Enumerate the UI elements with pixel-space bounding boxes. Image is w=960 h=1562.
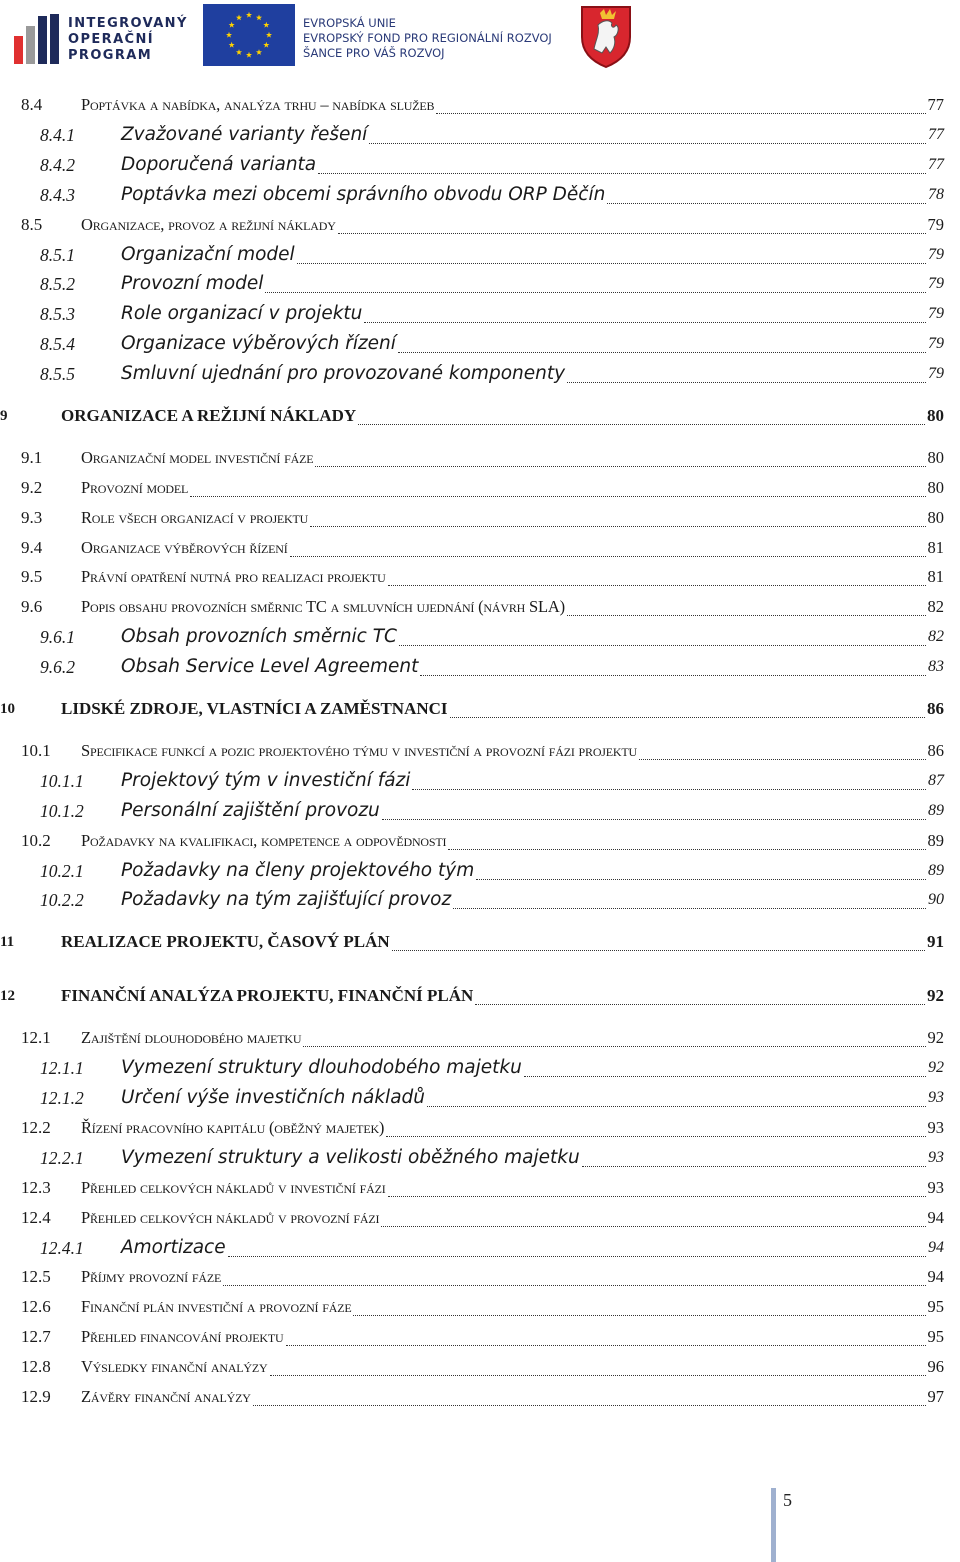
toc-entry-page[interactable]: 94 <box>927 1208 944 1227</box>
toc-dot-leader <box>223 1263 925 1286</box>
toc-dot-leader <box>315 444 925 467</box>
toc-entry-page[interactable]: 80 <box>927 508 944 527</box>
toc-entry-page[interactable]: 96 <box>927 1357 944 1376</box>
toc-entry-title[interactable]: Organizační model <box>121 244 295 265</box>
toc-entry-number: 9 <box>0 408 8 424</box>
toc-entry-page[interactable]: 95 <box>927 1297 944 1316</box>
toc-entry[interactable] <box>0 981 944 1009</box>
toc-entry-number: 10 <box>0 701 15 717</box>
toc-entry-title[interactable]: Popis obsahu provozních směrnic TC a smluvních ujednání (návrh SLA) <box>81 597 565 616</box>
toc-entry-page[interactable]: 77 <box>928 156 944 173</box>
eu-stars <box>203 4 295 66</box>
toc-entry[interactable] <box>21 443 944 471</box>
toc-dot-leader <box>253 1383 926 1406</box>
toc-dot-leader <box>381 1204 925 1227</box>
toc-entry-number: 8.5 <box>21 215 43 234</box>
toc-entry-page[interactable]: 81 <box>927 567 944 586</box>
toc-entry-title[interactable]: Přehled financování projektu <box>81 1327 284 1346</box>
toc-entry-title[interactable]: Obsah provozních směrnic TC <box>121 626 397 647</box>
toc-entry-number: 9.6.1 <box>40 627 75 647</box>
eu-star <box>226 32 232 38</box>
eu-star <box>263 22 269 28</box>
toc-entry-title[interactable]: Projektový tým v investiční fázi <box>121 770 411 791</box>
toc-entry-number: 12.4 <box>21 1208 51 1227</box>
iop-logo-line: OPERAČNÍ <box>68 32 154 47</box>
page-header <box>0 0 960 75</box>
toc-entry-number: 9.6.2 <box>40 657 75 677</box>
toc-entry-page[interactable]: 92 <box>927 1028 944 1047</box>
toc-entry-title[interactable]: Obsah Service Level Agreement <box>121 656 419 677</box>
toc-entry-number: 9.3 <box>21 508 43 527</box>
toc-entry-page[interactable]: 81 <box>927 538 944 557</box>
toc-entry-title[interactable]: Personální zajištění provozu <box>121 800 380 821</box>
toc-entry-number: 12.9 <box>21 1387 51 1406</box>
toc-entry-page[interactable]: 78 <box>928 186 944 203</box>
toc-entry[interactable] <box>40 150 944 178</box>
toc-entry-number: 10.2.2 <box>40 890 84 910</box>
toc-dot-leader <box>582 1144 926 1167</box>
toc-entry-number: 10.2.1 <box>40 861 84 881</box>
toc-entry-number: 9.5 <box>21 567 43 586</box>
toc-dot-leader <box>436 91 925 114</box>
toc-dot-leader <box>310 504 925 527</box>
iop-logo-line: PROGRAM <box>68 48 153 63</box>
toc-entry-number: 8.5.1 <box>40 245 75 265</box>
toc-entry[interactable] <box>21 90 944 118</box>
toc-entry-page[interactable]: 79 <box>928 365 944 382</box>
toc-entry[interactable] <box>21 826 944 854</box>
toc-dot-leader <box>358 402 925 425</box>
toc-entry-number: 8.4 <box>21 95 43 114</box>
toc-entry-number: 8.4.2 <box>40 155 75 175</box>
toc-entry[interactable] <box>21 592 944 620</box>
toc-dot-leader <box>388 1174 926 1197</box>
toc-entry-page[interactable]: 93 <box>928 1089 944 1106</box>
toc-dot-leader <box>290 534 926 557</box>
toc-dot-leader <box>190 474 925 497</box>
toc-entry-number: 12.4.1 <box>40 1238 84 1258</box>
toc-entry[interactable] <box>40 329 944 357</box>
toc-entry-title[interactable]: Požadavky na tým zajišťující provoz <box>121 889 452 910</box>
toc-entry[interactable] <box>21 210 944 238</box>
toc-entry-title[interactable]: Výsledky finanční analýzy <box>81 1357 268 1376</box>
toc-entry-page[interactable]: 94 <box>927 1267 944 1286</box>
footer-rule <box>771 1488 776 1562</box>
toc-entry-number: 8.4.3 <box>40 185 75 205</box>
toc-entry[interactable] <box>21 473 944 501</box>
toc-entry-title[interactable]: Řízení pracovního kapitálu (oběžný majetek) <box>81 1118 385 1137</box>
toc-entry-page[interactable]: 79 <box>928 275 944 292</box>
toc-entry[interactable] <box>21 1292 944 1320</box>
toc-entry-page[interactable]: 89 <box>928 862 944 879</box>
toc-entry-number: 12.1.1 <box>40 1058 84 1078</box>
eu-star <box>263 42 269 48</box>
toc-entry-title[interactable]: Zvažované varianty řešení <box>121 124 368 145</box>
toc-dot-leader <box>412 767 926 790</box>
toc-entry-page[interactable]: 79 <box>928 305 944 322</box>
toc-entry-number: 12.1 <box>21 1028 51 1047</box>
toc-entry-title[interactable]: FINANČNÍ ANALÝZA PROJEKTU, FINANČNÍ PLÁN <box>61 986 474 1005</box>
toc-dot-leader <box>303 1024 925 1047</box>
toc-entry-number: 8.5.4 <box>40 334 75 354</box>
eu-star <box>236 49 242 55</box>
toc-entry-page[interactable]: 79 <box>928 335 944 352</box>
toc-entry-page[interactable]: 92 <box>927 986 944 1005</box>
toc-entry[interactable] <box>40 1053 944 1081</box>
toc-entry-title[interactable]: Požadavky na kvalifikaci, kompetence a odpovědnosti <box>81 831 447 850</box>
toc-dot-leader <box>392 928 925 951</box>
toc-dot-leader <box>338 211 926 234</box>
toc-entry-title[interactable]: Smluvní ujednání pro provozované komponenty <box>121 363 566 384</box>
toc-dot-leader <box>453 886 926 909</box>
toc-entry-title[interactable]: Poptávka mezi obcemi správního obvodu ORP Děčín <box>121 184 606 205</box>
toc-entry-title[interactable]: Vymezení struktury a velikosti oběžného majetku <box>121 1147 580 1168</box>
toc-entry-title[interactable]: Role všech organizací v projektu <box>81 508 309 527</box>
toc-dot-leader <box>265 270 926 293</box>
toc-entry-page[interactable]: 77 <box>928 126 944 143</box>
toc-entry[interactable] <box>21 1382 944 1410</box>
iop-logo-icon <box>14 6 188 66</box>
toc-entry-page[interactable]: 79 <box>927 215 944 234</box>
toc-entry-page[interactable]: 93 <box>927 1118 944 1137</box>
toc-dot-leader <box>364 300 926 323</box>
iop-logo-text <box>68 16 188 64</box>
toc-entry-number: 12.3 <box>21 1178 51 1197</box>
toc-entry-number: 12.6 <box>21 1297 51 1316</box>
toc-entry-page[interactable]: 79 <box>928 246 944 263</box>
toc-entry[interactable] <box>21 1262 944 1290</box>
toc-entry-page[interactable]: 90 <box>928 891 944 908</box>
toc-dot-leader <box>427 1084 926 1107</box>
toc-entry[interactable] <box>21 1203 944 1231</box>
toc-entry-number: 12.2 <box>21 1118 51 1137</box>
toc-entry-title[interactable]: Provozní model <box>121 273 264 294</box>
page-number: 5 <box>783 1490 792 1510</box>
toc-entry[interactable] <box>0 927 944 955</box>
toc-entry-number: 8.5.5 <box>40 364 75 384</box>
toc-entry-number: 10.1.2 <box>40 801 84 821</box>
toc-entry-page[interactable]: 94 <box>928 1239 944 1256</box>
toc-dot-leader <box>353 1293 925 1316</box>
toc-entry[interactable] <box>40 299 944 327</box>
toc-dot-leader <box>639 737 926 760</box>
toc-entry-number: 12.2.1 <box>40 1148 84 1168</box>
city-crest-icon <box>580 3 632 69</box>
eu-star <box>256 49 262 55</box>
toc-entry-number: 9.4 <box>21 538 43 557</box>
toc-entry-title[interactable]: Organizace výběrových řízení <box>81 538 288 557</box>
eu-star <box>236 14 242 20</box>
toc-entry-page[interactable]: 86 <box>927 741 944 760</box>
toc-entry[interactable] <box>40 796 944 824</box>
toc-entry[interactable] <box>21 1023 944 1051</box>
toc-entry[interactable] <box>40 1143 944 1171</box>
toc-entry-number: 8.5.3 <box>40 304 75 324</box>
toc-entry[interactable] <box>21 1113 944 1141</box>
toc-entry-page[interactable]: 93 <box>927 1178 944 1197</box>
toc-dot-leader <box>228 1234 926 1257</box>
toc-entry-title[interactable]: Požadavky na členy projektového tým <box>121 860 475 881</box>
toc-entry-page[interactable]: 95 <box>927 1327 944 1346</box>
toc-entry-number: 9.1 <box>21 448 43 467</box>
toc-entry-number: 12.7 <box>21 1327 51 1346</box>
toc-entry-number: 12.1.2 <box>40 1088 84 1108</box>
toc-dot-leader <box>567 593 926 616</box>
toc-entry-title[interactable]: Organizace výběrových řízení <box>121 333 396 354</box>
toc-entry-title[interactable]: Přehled celkových nákladů v provozní fázi <box>81 1208 380 1227</box>
toc-dot-leader <box>399 623 926 646</box>
toc-entry-page[interactable]: 86 <box>927 699 944 718</box>
toc-entry-page[interactable]: 93 <box>928 1149 944 1166</box>
toc-entry-title[interactable]: Provozní model <box>81 478 189 497</box>
toc-entry-title[interactable]: Organizační model investiční fáze <box>81 448 314 467</box>
toc-entry-page[interactable]: 89 <box>927 831 944 850</box>
toc-entry[interactable] <box>40 120 944 148</box>
eu-star <box>246 12 252 18</box>
toc-entry-number: 12 <box>0 988 15 1004</box>
toc-entry-title[interactable]: ORGANIZACE A REŽIJNÍ NÁKLADY <box>61 406 357 425</box>
toc-entry-page[interactable]: 80 <box>927 478 944 497</box>
toc-dot-leader <box>369 121 926 144</box>
toc-entry-number: 12.8 <box>21 1357 51 1376</box>
toc-entry-number: 9.6 <box>21 597 43 616</box>
toc-dot-leader <box>607 181 926 204</box>
toc-entry-title[interactable]: Určení výše investičních nákladů <box>121 1087 426 1108</box>
toc-dot-leader <box>398 330 926 353</box>
toc-entry[interactable] <box>21 1173 944 1201</box>
toc-entry-page[interactable]: 91 <box>927 932 944 951</box>
toc-entry[interactable] <box>40 240 944 268</box>
toc-entry[interactable] <box>21 562 944 590</box>
toc-entry-title[interactable]: Zajištění dlouhodobého majetku <box>81 1028 302 1047</box>
toc-entry[interactable] <box>40 885 944 913</box>
eu-flag-icon <box>203 4 295 66</box>
toc-entry-page[interactable]: 87 <box>928 772 944 789</box>
toc-entry[interactable] <box>40 622 944 650</box>
toc-entry-title[interactable]: Poptávka a nabídka, analýza trhu – nabídka služeb <box>81 95 435 114</box>
toc-dot-leader <box>420 653 926 676</box>
toc-entry[interactable] <box>21 533 944 561</box>
toc-entry-title[interactable]: Příjmy provozní fáze <box>81 1267 222 1286</box>
toc-entry-page[interactable]: 92 <box>928 1059 944 1076</box>
toc-entry-page[interactable]: 77 <box>927 95 944 114</box>
toc-entry-title[interactable]: REALIZACE PROJEKTU, ČASOVÝ PLÁN <box>61 932 390 951</box>
toc-entry-title[interactable]: Organizace, provoz a režijní náklady <box>81 215 336 234</box>
toc-entry-title[interactable]: Specifikace funkcí a pozic projektového týmu v investiční a provozní fázi projektu <box>81 741 637 760</box>
toc-entry-title[interactable]: Finanční plán investiční a provozní fáze <box>81 1297 352 1316</box>
toc-entry-title[interactable]: Přehled celkových nákladů v investiční fázi <box>81 1178 386 1197</box>
eu-line: ŠANCE PRO VÁŠ ROZVOJ <box>303 46 445 60</box>
toc-dot-leader <box>567 360 926 383</box>
toc-dot-leader <box>286 1323 926 1346</box>
toc-entry-number: 10.1.1 <box>40 771 84 791</box>
toc-entry-number: 8.5.2 <box>40 274 75 294</box>
toc-dot-leader <box>270 1353 926 1376</box>
toc-entry-page[interactable]: 82 <box>928 628 944 645</box>
toc-entry[interactable] <box>40 856 944 884</box>
toc-dot-leader <box>388 563 926 586</box>
eu-star <box>229 42 235 48</box>
toc-entry-title[interactable]: Právní opatření nutná pro realizaci projektu <box>81 567 386 586</box>
toc-entry-number: 9.2 <box>21 478 43 497</box>
toc-entry-title[interactable]: Vymezení struktury dlouhodobého majetku <box>121 1057 522 1078</box>
toc-entry[interactable] <box>40 359 944 387</box>
eu-star <box>246 52 252 58</box>
toc-entry-number: 10.2 <box>21 831 51 850</box>
toc-entry-title[interactable]: Amortizace <box>121 1237 226 1258</box>
toc-entry-page[interactable]: 80 <box>927 406 944 425</box>
toc-entry[interactable] <box>40 1083 944 1111</box>
toc-dot-leader <box>475 982 925 1005</box>
toc-entry[interactable] <box>0 401 944 429</box>
toc-entry[interactable] <box>40 180 944 208</box>
eu-star <box>266 32 272 38</box>
toc-entry[interactable] <box>40 652 944 680</box>
iop-logo-line: INTEGROVANÝ <box>68 16 188 31</box>
eu-line: EVROPSKÝ FOND PRO REGIONÁLNÍ ROZVOJ <box>303 31 552 45</box>
toc-entry[interactable] <box>0 694 944 722</box>
toc-entry-page[interactable]: 97 <box>927 1387 944 1406</box>
toc-entry-number: 11 <box>0 934 15 950</box>
toc-entry[interactable] <box>40 1233 944 1261</box>
toc-dot-leader <box>450 695 925 718</box>
toc-dot-leader <box>448 827 925 850</box>
toc-entry-title[interactable]: Závěry finanční analýzy <box>81 1387 251 1406</box>
toc-dot-leader <box>524 1054 926 1077</box>
toc-entry-number: 8.4.1 <box>40 125 75 145</box>
toc-entry-page[interactable]: 82 <box>927 597 944 616</box>
toc-entry[interactable] <box>21 1352 944 1380</box>
toc-entry-page[interactable]: 80 <box>927 448 944 467</box>
toc-entry[interactable] <box>21 503 944 531</box>
toc-entry[interactable] <box>40 766 944 794</box>
eu-star <box>229 22 235 28</box>
toc-dot-leader <box>386 1114 925 1137</box>
toc-entry-number: 12.5 <box>21 1267 51 1286</box>
eu-star <box>256 14 262 20</box>
toc-dot-leader <box>318 151 926 174</box>
eu-line: EVROPSKÁ UNIE <box>303 16 396 30</box>
eu-text-block <box>303 16 573 61</box>
toc-dot-leader <box>382 797 926 820</box>
toc-entry[interactable] <box>21 1322 944 1350</box>
toc-dot-leader <box>297 241 926 264</box>
toc-dot-leader <box>476 857 926 880</box>
toc-entry[interactable] <box>40 269 944 297</box>
toc-entry-title[interactable]: Doporučená varianta <box>121 154 317 175</box>
toc-entry-page[interactable]: 89 <box>928 802 944 819</box>
toc-entry-page[interactable]: 83 <box>928 658 944 675</box>
toc-entry-title[interactable]: LIDSKÉ ZDROJE, VLASTNÍCI A ZAMĚSTNANCI <box>61 699 448 718</box>
toc-entry-number: 10.1 <box>21 741 51 760</box>
toc-entry[interactable] <box>21 736 944 764</box>
toc-entry-title[interactable]: Role organizací v projektu <box>121 303 363 324</box>
